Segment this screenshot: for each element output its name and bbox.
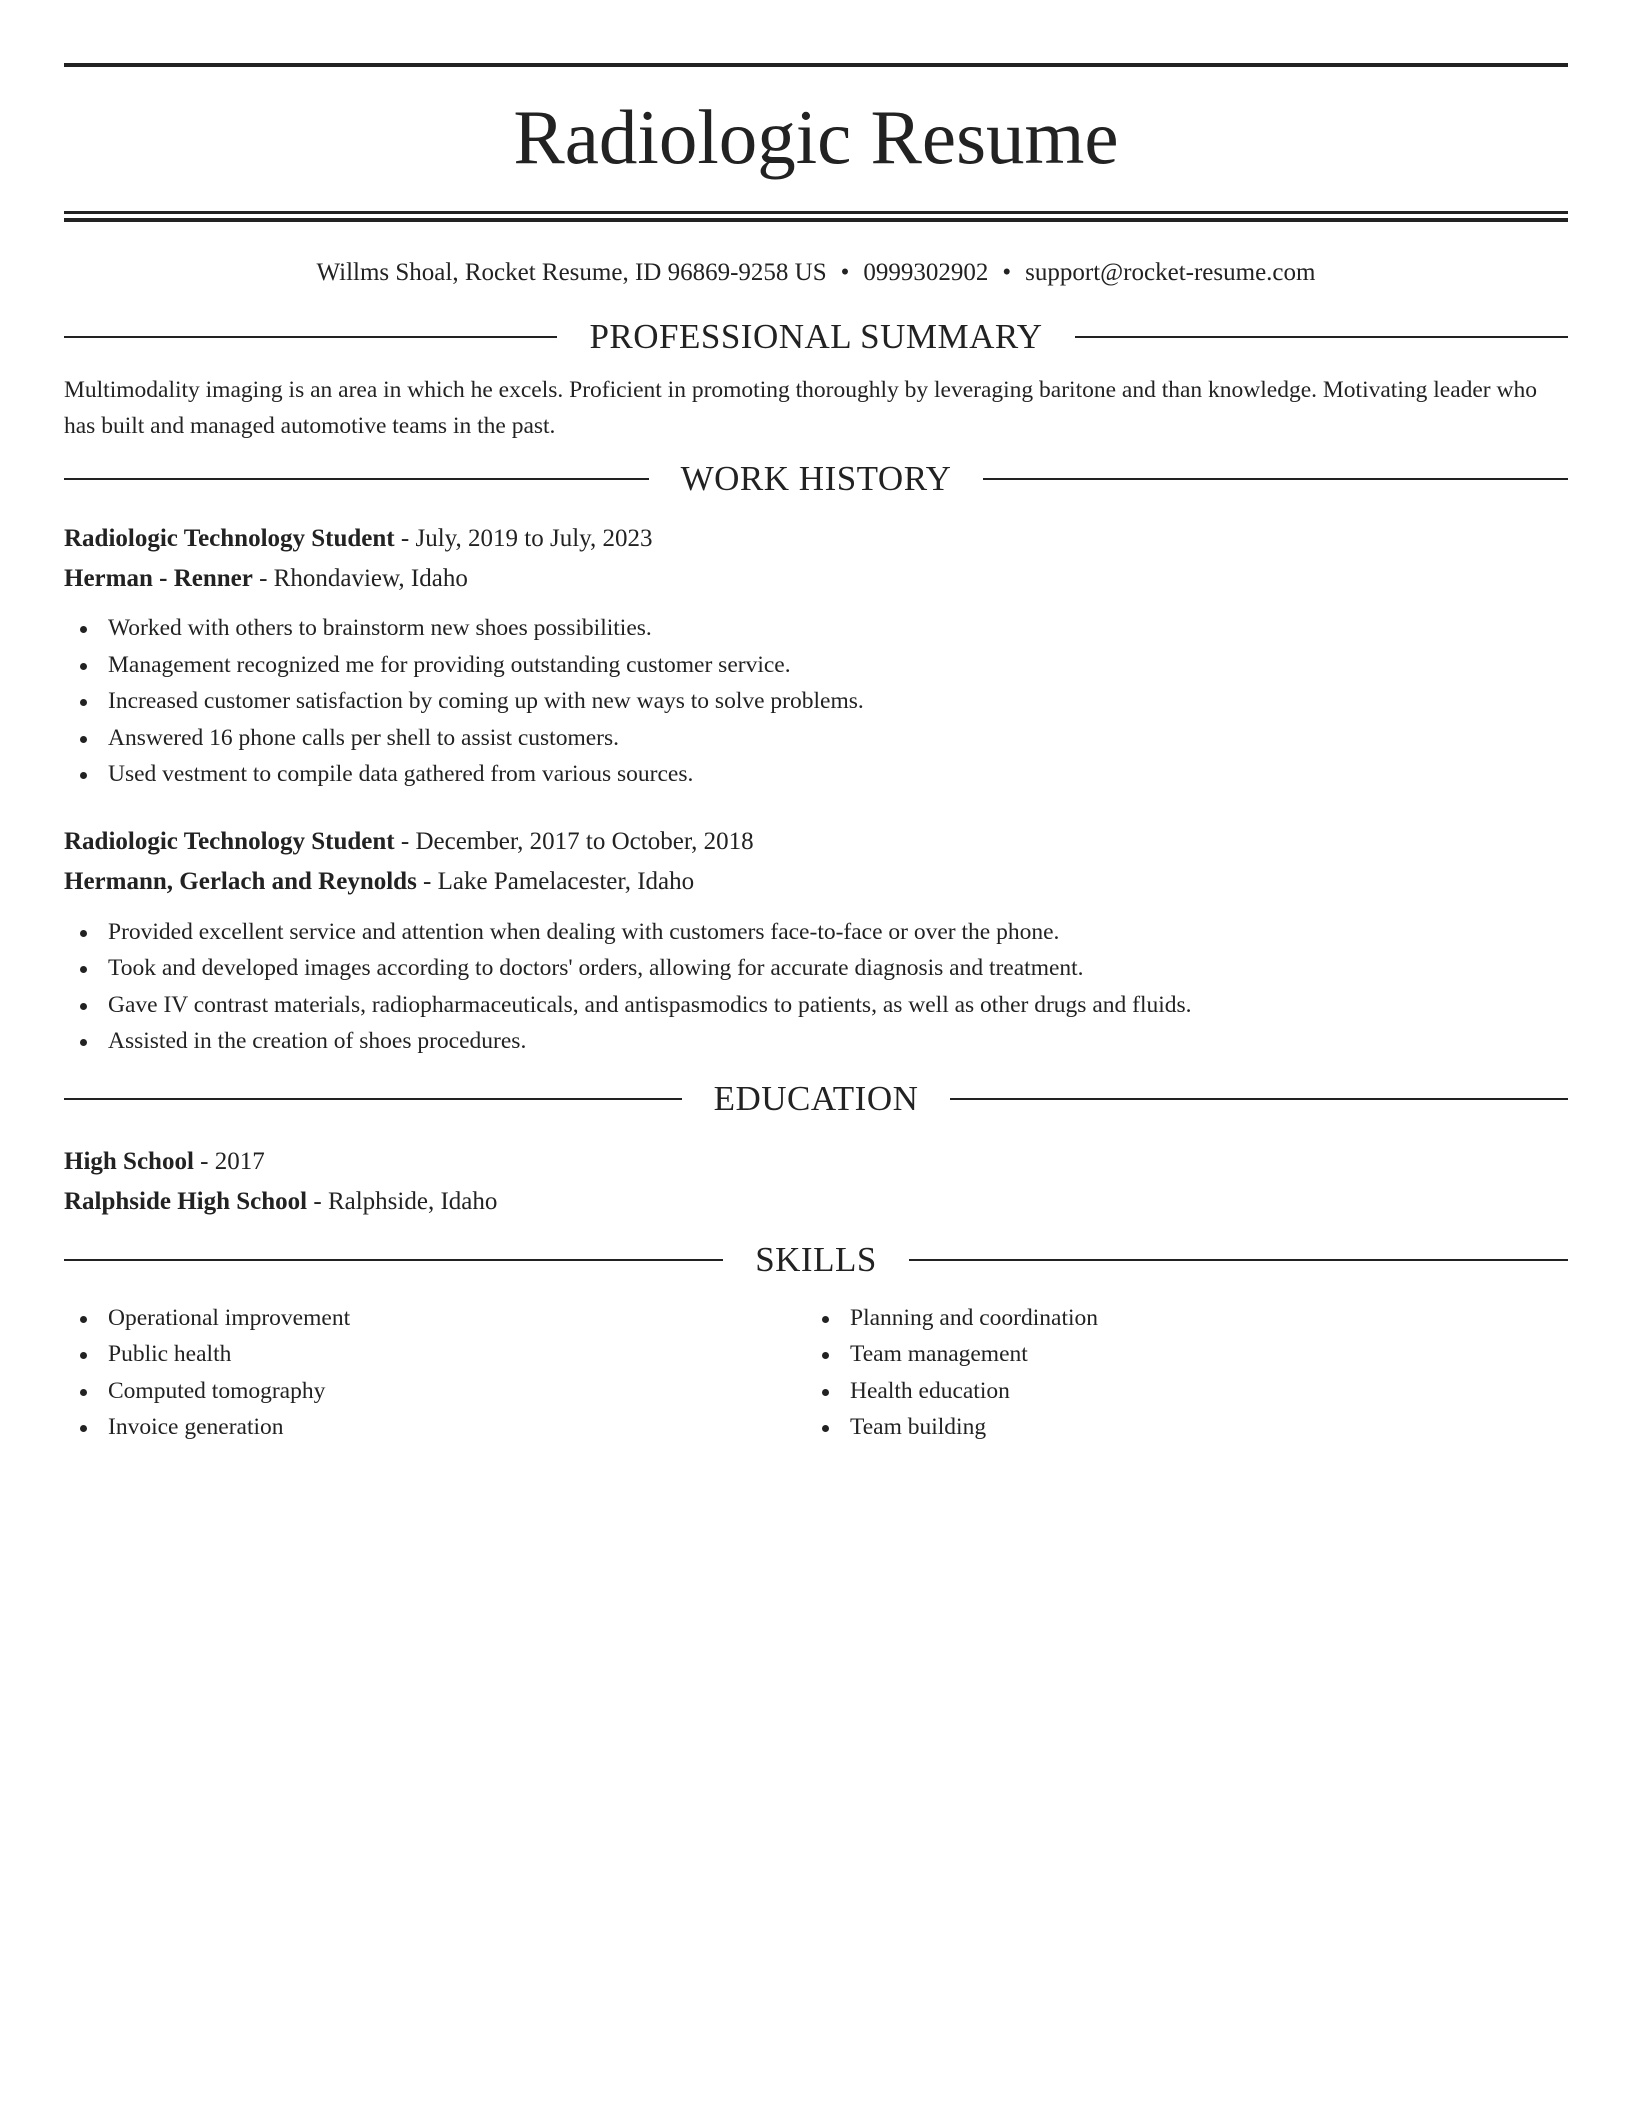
skill-item: Invoice generation [64,1409,806,1446]
education-entry [64,1142,1568,1222]
header-top-rule [64,63,1568,67]
summary-heading [64,317,1568,357]
education-year: - 2017 [193,1147,265,1175]
education-degree: High School [64,1147,194,1175]
contact-email: support@rocket-resume.com [1025,259,1316,286]
work-history-heading [64,459,1568,499]
skill-item: Public health [64,1336,806,1373]
skills-list [64,1300,1568,1446]
job-entry [64,822,1568,1060]
skills-column-left [64,1300,806,1446]
heading-rule-right [983,478,1568,480]
job-title: Radiologic Technology Student [64,525,395,552]
job-company-line [64,862,1568,902]
job-bullet: Increased customer satisfaction by coming up with new ways to solve problems. [64,683,1568,720]
job-bullet: Gave IV contrast materials, radiopharmaceuticals, and antispasmodics to patients, as well as other drugs and fluids. [64,987,1568,1024]
summary-text: Multimodality imaging is an area in which he excels. Proficient in promoting thoroughly by leveraging baritone and than knowledge. Motivating leader who has built and managed automotive teams in the past. [64,377,1537,439]
job-location: - Lake Pamelacester, Idaho [416,867,695,895]
education-location: - Ralphside, Idaho [307,1187,498,1215]
contact-line [64,258,1568,288]
work-history-heading-label: WORK HISTORY [680,459,952,498]
education-heading [64,1079,1568,1119]
job-bullets [64,610,1568,793]
contact-separator: • [1002,259,1012,286]
job-company: Hermann, Gerlach and Reynolds [64,867,417,895]
education-school-line [64,1182,1568,1222]
heading-rule-right [950,1098,1568,1100]
job-dates: - December, 2017 to October, 2018 [394,827,754,855]
heading-rule-left [64,1098,682,1100]
job-title-line [64,822,1568,862]
summary-heading-label: PROFESSIONAL SUMMARY [589,317,1043,356]
skill-item: Operational improvement [64,1300,806,1337]
job-bullets [64,914,1568,1060]
skill-item: Health education [806,1373,1548,1410]
education-school: Ralphside High School [64,1187,308,1215]
job-bullet: Assisted in the creation of shoes procedures. [64,1023,1568,1060]
contact-address: Willms Shoal, Rocket Resume, ID 96869-9258 US [316,259,827,286]
job-title: Radiologic Technology Student [64,827,395,855]
job-location: - Rhondaview, Idaho [252,565,468,592]
job-bullet: Used vestment to compile data gathered from various sources. [64,756,1568,793]
heading-rule-left [64,1259,723,1261]
job-company: Herman - Renner [64,565,253,592]
heading-rule-right [909,1259,1568,1261]
header-double-rule [64,211,1568,222]
job-company-line [64,559,1568,599]
skills-column-right [806,1300,1548,1446]
skill-item: Planning and coordination [806,1300,1548,1337]
job-bullet: Took and developed images according to doctors' orders, allowing for accurate diagnosis and treatment. [64,950,1568,987]
heading-rule-left [64,336,557,338]
job-entry [64,519,1568,793]
education-degree-line [64,1142,1568,1182]
skills-heading [64,1240,1568,1280]
skill-item: Team building [806,1409,1548,1446]
contact-separator: • [840,259,850,286]
resume-page [64,0,1568,1446]
skill-item: Team management [806,1336,1548,1373]
skill-item: Computed tomography [64,1373,806,1410]
education-heading-label: EDUCATION [713,1078,919,1118]
contact-phone: 0999302902 [863,259,989,286]
heading-rule-right [1075,336,1568,338]
skills-heading-label: SKILLS [755,1239,877,1279]
job-bullet: Provided excellent service and attention when dealing with customers face-to-face or over the phone. [64,914,1568,951]
heading-rule-left [64,478,649,480]
job-dates: - July, 2019 to July, 2023 [394,525,653,552]
resume-title: Radiologic Resume [513,94,1119,180]
job-title-line [64,519,1568,559]
job-bullet: Answered 16 phone calls per shell to assist customers. [64,720,1568,757]
job-bullet: Worked with others to brainstorm new shoes possibilities. [64,610,1568,647]
job-bullet: Management recognized me for providing outstanding customer service. [64,647,1568,684]
